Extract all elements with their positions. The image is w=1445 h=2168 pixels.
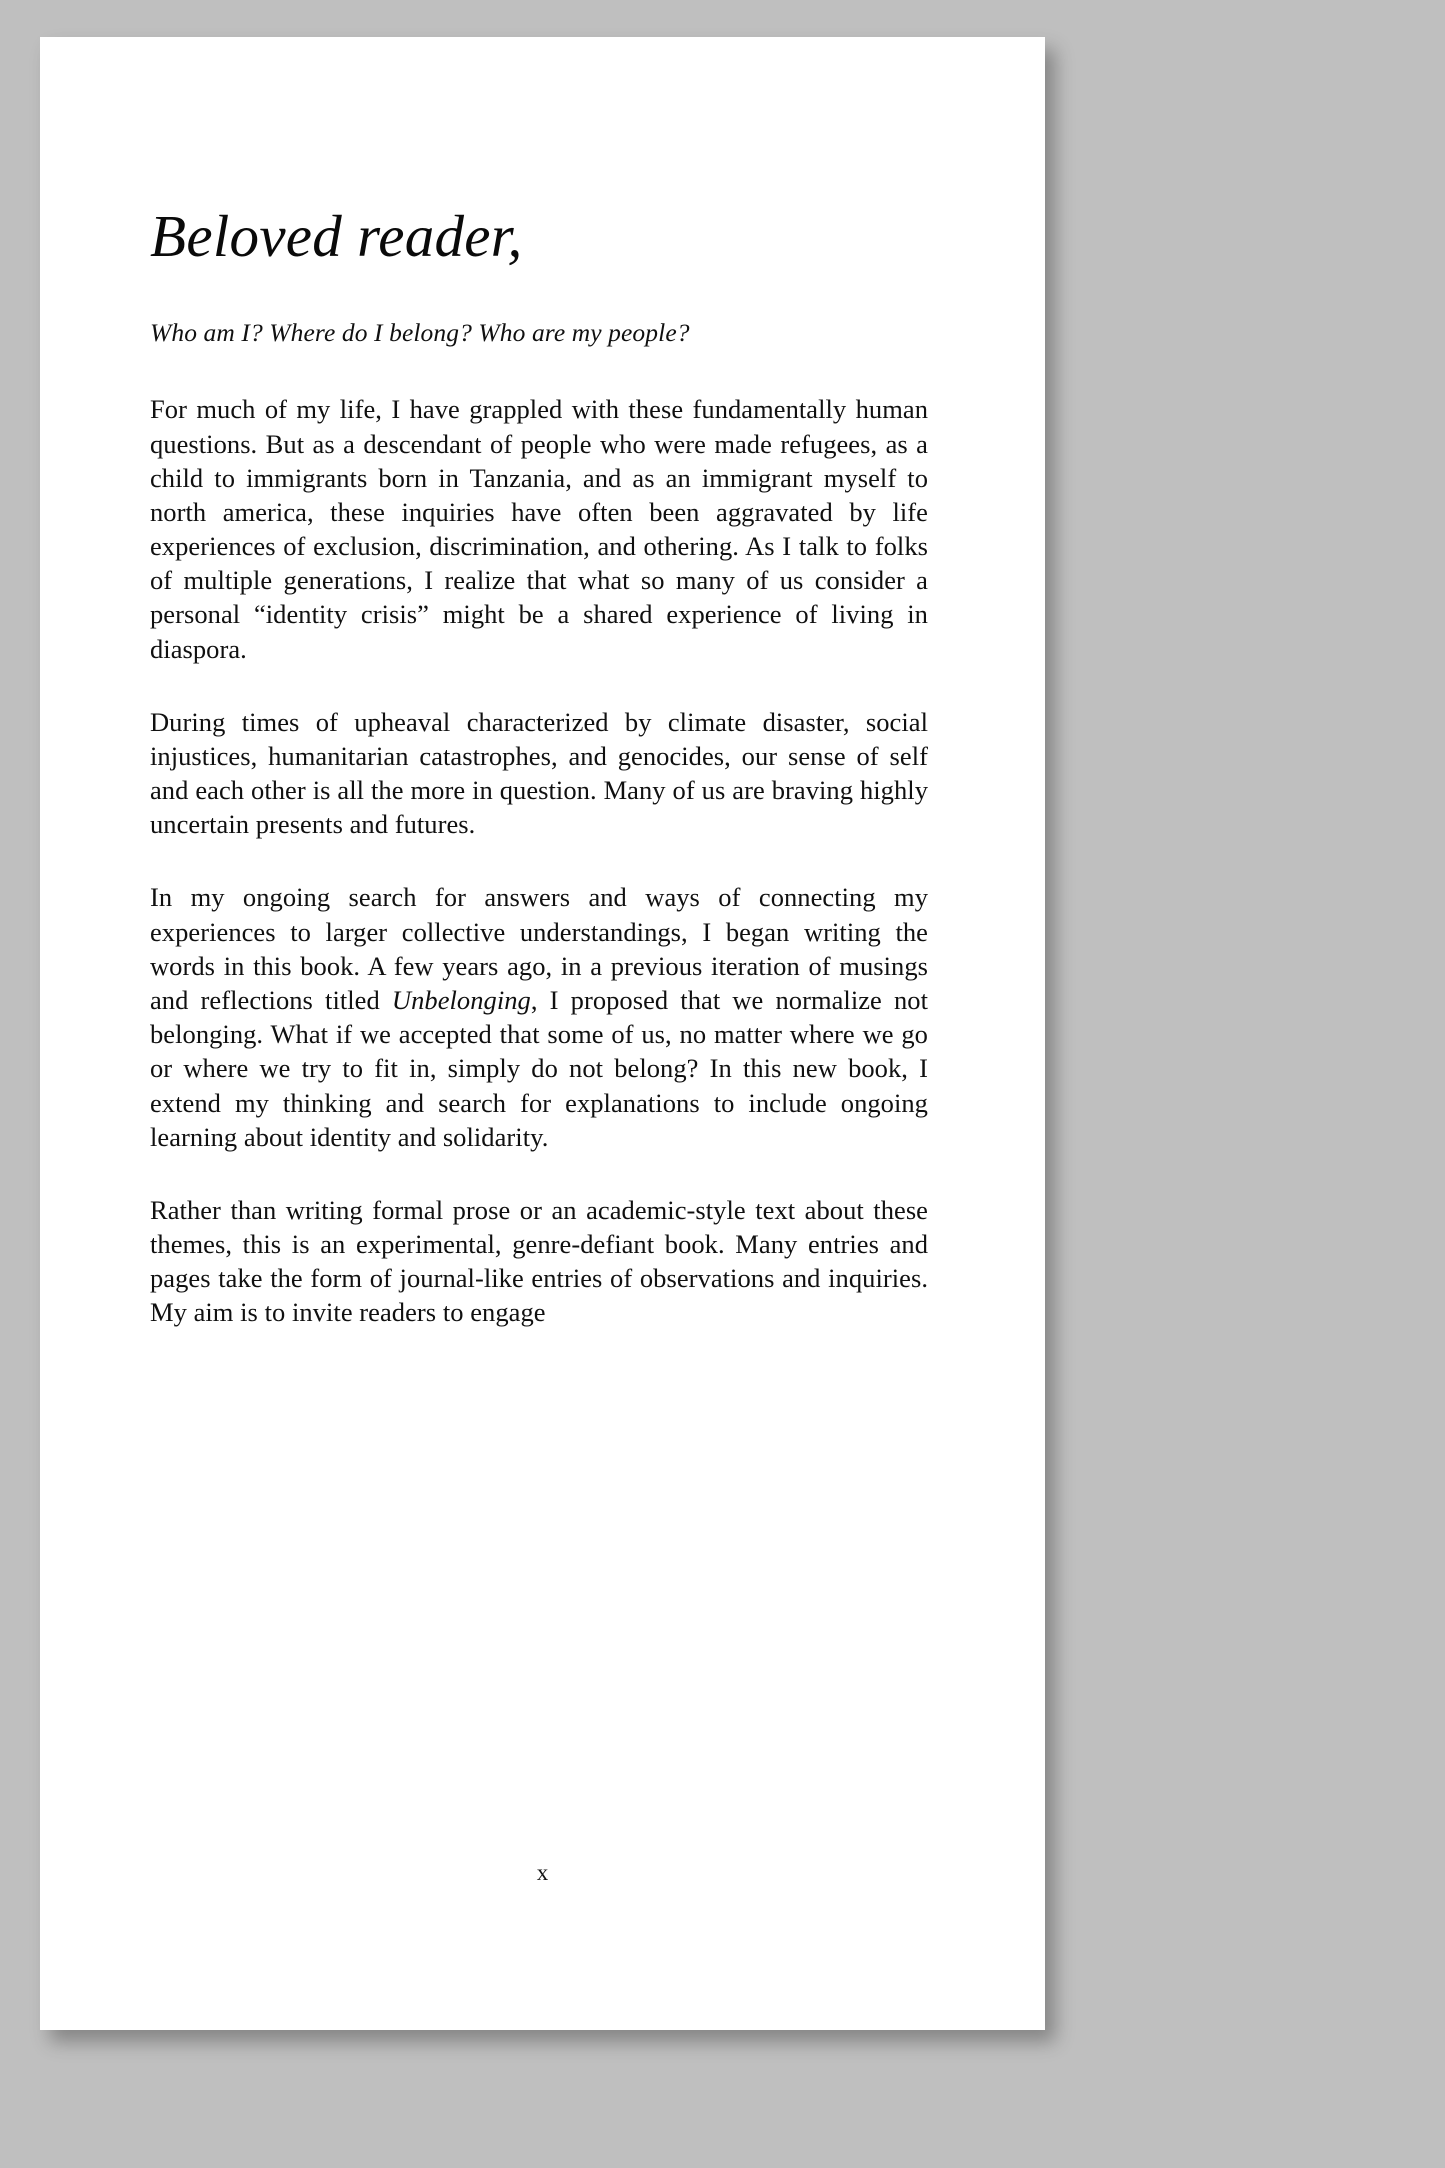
text-run: , I proposed that we normalize not belonging. What if we accepted that some of us, no matter where we go or where we try to fit in, simply do not belong? In this new book, I extend my thinking and search for explanations to include ongoing learning about identity and solidarity. — [150, 985, 929, 1152]
body-paragraph-p4 — [150, 1193, 928, 1330]
text-run: In my ongoing search for answers and ways of connecting my experiences to larger collective understandings, I began writing the words in this book. A few years ago, in a previous iteration of musings and reflections titled — [150, 882, 928, 1015]
page-subtitle: Who am I? Where do I belong? Who are my people? — [150, 318, 690, 347]
body-paragraph-p1 — [150, 392, 928, 665]
italic-book-title: Unbelonging — [391, 985, 531, 1015]
page-title: Beloved reader, — [150, 203, 523, 269]
text-run: During times of upheaval characterized by climate disaster, social injustices, humanitarian catastrophes, and genocides, our sense of self and each other is all the more in question. Many of us are braving highly uncertain presents and futures. — [150, 706, 928, 840]
body-paragraph-p2 — [150, 705, 928, 842]
body-paragraph-p3 — [150, 880, 928, 1153]
body-paragraphs — [150, 392, 928, 1329]
text-run: Rather than writing formal prose or an academic-style text about these themes, this is an experimental, genre-defiant book. Many entries and pages take the form of journal-like entries of observations and inquiries. My aim is to invite readers to engage — [150, 1194, 928, 1328]
book-page-sheet — [40, 37, 1045, 2030]
page-text-block — [150, 203, 929, 1330]
page-folio-number: x — [536, 1860, 549, 1885]
text-run: For much of my life, I have grappled with these fundamentally human questions. But as a descendant of people who were made refugees, as a child to immigrants born in Tanzania, and as an immigrant myself to north america, these inquiries have often been aggravated by life experiences of exclusion, discrimination, and othering. As I talk to folks of multiple generations, I realize that what so many of us consider a personal “identity crisis” might be a shared experience of living in diaspora. — [150, 394, 928, 664]
